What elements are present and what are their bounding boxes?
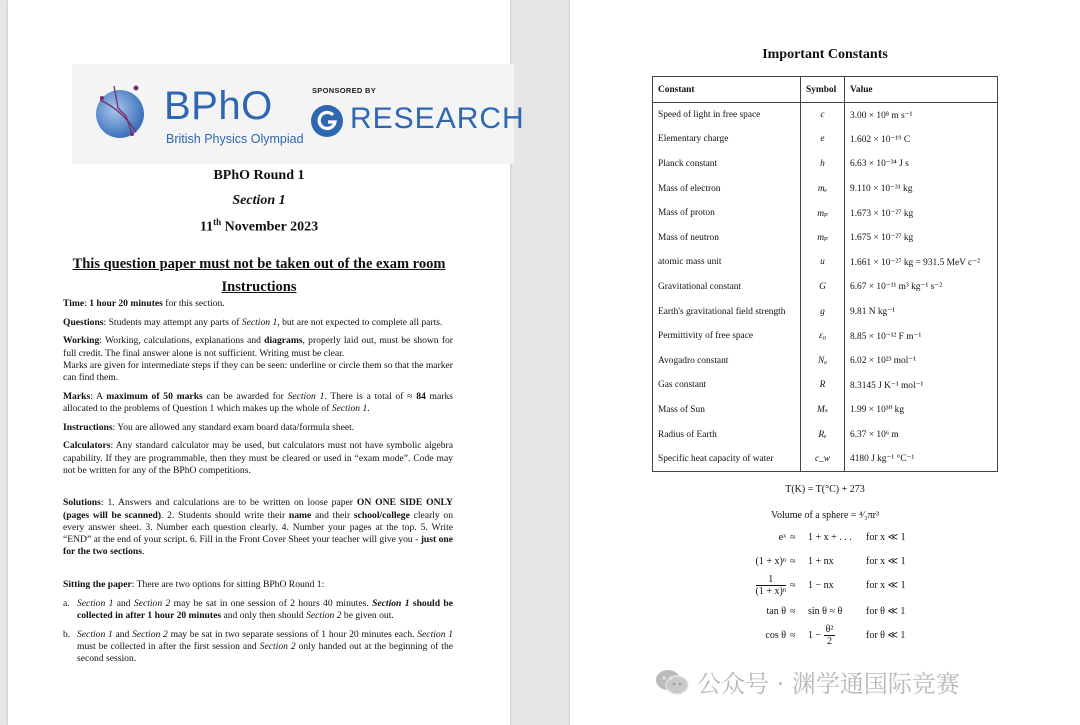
constant-value: 9.81 N kg⁻¹ <box>845 299 998 324</box>
constant-value: 1.673 × 10⁻²⁷ kg <box>845 201 998 226</box>
constant-row <box>653 398 998 423</box>
sphere-volume-formula: Volume of a sphere = ⁴⁄₃πr³ <box>771 510 879 521</box>
constant-row <box>653 201 998 226</box>
constants-table <box>652 76 998 472</box>
constant-name: Gas constant <box>653 373 801 398</box>
temperature-conversion: T(K) = T(°C) + 273 <box>785 484 865 495</box>
constant-row <box>653 422 998 447</box>
bpho-subtitle: British Physics Olympiad <box>166 132 304 146</box>
constant-value: 8.3145 J K⁻¹ mol⁻¹ <box>845 373 998 398</box>
constants-page <box>570 0 1080 725</box>
constant-symbol: Rₑ <box>801 422 845 447</box>
constant-row <box>653 127 998 152</box>
approx-row: $\frac{1}{\text{(1 + x)ⁿ}}$ ≈ 1 − nx for x ≪ 1 <box>755 574 906 597</box>
sitting-paragraph: Sitting the paper: There are two options for sitting BPhO Round 1: <box>63 578 325 590</box>
constant-name: atomic mass unit <box>653 250 801 275</box>
working-paragraph: Working: Working, calculations, explanations and diagrams, properly laid out, must be shown for full credit. The final answer alone is not sufficient. Writing must be clear. Marks are given for intermediate steps if they can be seen: underline or circle them so that the marker can find them. <box>63 335 454 384</box>
exam-section: Section 1 <box>232 193 286 208</box>
constant-value: 1.661 × 10⁻²⁷ kg = 931.5 MeV c⁻² <box>845 250 998 275</box>
constant-row <box>653 348 998 373</box>
exam-title: BPhO Round 1 <box>213 168 305 183</box>
watermark-text: 公众号 · 渊学通国际竞赛 <box>697 670 960 698</box>
constant-symbol: R <box>801 373 845 398</box>
constants-header-row <box>653 77 998 103</box>
header-value: Value <box>845 77 998 103</box>
header-constant: Constant <box>653 77 801 103</box>
calculators-paragraph: Calculators: Any standard calculator may be used, but calculators must not have symbolic algebra capability. If they are programmable, then they must be cleared or used in “exam mode”. Code may not be written for any of the BPhO competitions. <box>63 440 453 476</box>
constant-row <box>653 225 998 250</box>
constant-name: Mass of Sun <box>653 398 801 423</box>
exam-room-warning: This question paper must not be taken out of the exam room <box>72 256 446 272</box>
constant-symbol: g <box>801 299 845 324</box>
constant-name: Gravitational constant <box>653 275 801 300</box>
option-a: a. Section 1 and Section 2 may be sat in one session of 2 hours 40 minutes. Section 1 should be collected in after 1 hour 20 minutes and only then should Section 2 be given out. <box>63 597 453 621</box>
sponsored-by-label: SPONSORED BY <box>312 86 377 95</box>
constant-row <box>653 275 998 300</box>
approx-row: (1 + x)ⁿ ≈ 1 + nx for x ≪ 1 <box>755 556 906 567</box>
constant-value: 3.00 × 10⁸ m s⁻¹ <box>845 103 998 128</box>
exam-cover-page <box>8 0 525 725</box>
constant-name: Specific heat capacity of water <box>653 447 801 472</box>
constant-value: 1.99 × 10³⁰ kg <box>845 398 998 423</box>
approx-row: eˣ ≈ 1 + x + . . . for x ≪ 1 <box>778 532 906 543</box>
constant-row <box>653 373 998 398</box>
constant-value: 1.602 × 10⁻¹⁹ C <box>845 127 998 152</box>
constant-symbol: c <box>801 103 845 128</box>
constant-value: 6.67 × 10⁻¹¹ m³ kg⁻¹ s⁻² <box>845 275 998 300</box>
constant-name: Elementary charge <box>653 127 801 152</box>
instructions-paragraph: Instructions: You are allowed any standard exam board data/formula sheet. <box>63 421 355 433</box>
constant-name: Earth's gravitational field strength <box>653 299 801 324</box>
constant-symbol: c_w <box>801 447 845 472</box>
constant-row <box>653 176 998 201</box>
constant-name: Mass of electron <box>653 176 801 201</box>
constant-value: 1.675 × 10⁻²⁷ kg <box>845 225 998 250</box>
marks-paragraph: Marks: A maximum of 50 marks can be awarded for Section 1. There is a total of ≈ 84 marks allocated to the problems of Question 1 which makes up the whole of Section 1. <box>63 390 453 414</box>
constant-name: Mass of neutron <box>653 225 801 250</box>
instructions-heading: Instructions <box>221 279 297 295</box>
time-paragraph: Time: 1 hour 20 minutes for this section. <box>63 298 225 309</box>
constant-row <box>653 250 998 275</box>
constant-name: Planck constant <box>653 152 801 177</box>
questions-paragraph: Questions: Students may attempt any parts of Section 1, but are not expected to complete all parts. <box>63 316 443 328</box>
research-wordmark: RESEARCH <box>350 102 525 135</box>
constant-symbol: mₚ <box>801 225 845 250</box>
wechat-watermark <box>655 664 960 699</box>
exam-date: 11th November 2023 <box>199 217 319 235</box>
bpho-wordmark: BPhO <box>164 84 273 128</box>
constant-symbol: mₚ <box>801 201 845 226</box>
constant-row <box>653 152 998 177</box>
constant-symbol: Mₛ <box>801 398 845 423</box>
constant-value: 8.85 × 10⁻¹² F m⁻¹ <box>845 324 998 349</box>
constant-value: 6.02 × 10²³ mol⁻¹ <box>845 348 998 373</box>
logo-banner <box>72 64 525 164</box>
constant-name: Mass of proton <box>653 201 801 226</box>
constant-symbol: h <box>801 152 845 177</box>
constant-value: 9.110 × 10⁻³¹ kg <box>845 176 998 201</box>
constant-symbol: u <box>801 250 845 275</box>
constant-symbol: mₑ <box>801 176 845 201</box>
header-symbol: Symbol <box>801 77 845 103</box>
constant-name: Avogadro constant <box>653 348 801 373</box>
constant-symbol: e <box>801 127 845 152</box>
constant-row <box>653 324 998 349</box>
constant-row <box>653 103 998 128</box>
bpho-logo <box>92 80 304 146</box>
constant-symbol: G <box>801 275 845 300</box>
approx-row: cos θ ≈ 1 − $\frac{\text{θ²}}{2}$ for θ ≪ 1 <box>765 624 906 647</box>
bpho-atom-icon <box>92 80 156 144</box>
constant-value: 6.63 × 10⁻³⁴ J s <box>845 152 998 177</box>
constant-name: Radius of Earth <box>653 422 801 447</box>
constant-value: 4180 J kg⁻¹ °C⁻¹ <box>845 447 998 472</box>
research-g-icon <box>310 104 344 138</box>
instructions-body <box>63 298 453 672</box>
constant-name: Permittivity of free space <box>653 324 801 349</box>
constant-name: Speed of light in free space <box>653 103 801 128</box>
constant-row <box>653 447 998 472</box>
constant-value: 6.37 × 10⁶ m <box>845 422 998 447</box>
solutions-paragraph: Solutions: 1. Answers and calculations are to be written on loose paper ON ONE SIDE ONLY (pages will be scanned). 2. Students should write their name and their school/college clearly on every answer sheet. 3. Number each question clearly. 4. Number your pages at the top. 5. Write “END” at the end of your script. 6. Fill in the Front Cover Sheet your teacher will give you - just one for the two sections. <box>63 497 453 558</box>
approx-row: tan θ ≈ sin θ ≈ θ for θ ≪ 1 <box>766 606 906 617</box>
constant-symbol: ε₀ <box>801 324 845 349</box>
constant-row <box>653 299 998 324</box>
constants-title: Important Constants <box>762 47 888 62</box>
constant-symbol: Nₐ <box>801 348 845 373</box>
wechat-icon <box>655 669 689 695</box>
option-b: b. Section 1 and Section 2 may be sat in two separate sessions of 1 hour 20 minutes each. Section 1 must be collected in after the first session and Section 2 only handed out at the beginning of the second session. <box>63 628 454 664</box>
